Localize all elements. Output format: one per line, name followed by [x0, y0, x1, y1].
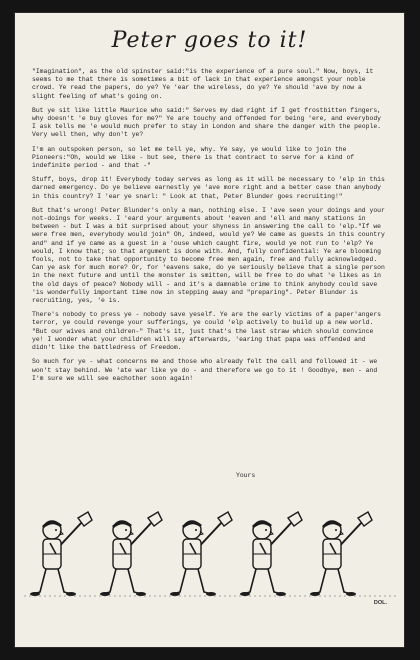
- paragraph: "Imagination", as the old spinster said:"is the experience of a pure soul." Now, boys, it seems to me that there is sometimes a bit of lack in that experience amongst your noble crowd. Ye read the papers, do ye? Ye 'ear the wireless, do ye? Ye should 'ave by now a slight feeling of what's going on.: [32, 68, 378, 100]
- paragraph: I'm an outspoken person, so let me tell ye, why. Ye say, ye would like to join the Pioneers:"Oh, would we like - but see, there is that contract to serve for a kind of indefinite period - and that -": [32, 145, 358, 170]
- pioneer-figure: [310, 512, 372, 596]
- paragraph: Stuff, boys, drop it! Everybody today serves as long as it will be necessary to 'elp in this darned emergency. Do ye believe earnestly ye 'ave more right and a better case than anybody in this country? I 'ear ye snarl: " Look at that, Peter Blunder goes recruiting!": [32, 176, 389, 200]
- letter-body: [32, 68, 388, 389]
- pioneer-figure: [100, 512, 162, 596]
- document-page: [14, 12, 405, 648]
- paragraph: There's nobody to press ye - nobody save yeself. Ye are the early victims of a paper'angers terror, ye could revenge your sufferings, ye could 'elp actively to build up a new world. "But our wives and children-" That's it, just that's the last straw which should convince ye! I wonder what your children will say afterwards, 'earing that papa was offended and didn't like the battledress of Freedom.: [32, 311, 385, 352]
- paragraph: So much for ye - what concerns me and those who already felt the call and followed it - we won't stay behind. We 'ate war like ye do - and therefore we go to it ! Goodbye, men - and I'm sure we will see eachother soon again!: [32, 358, 381, 382]
- pioneer-figure: [240, 512, 302, 596]
- marching-pioneers-illustration: [24, 502, 396, 612]
- artist-initials: DOL.: [373, 600, 387, 606]
- paragraph: But ye sit like little Maurice who said:" Serves my dad right if I get frostbitten fingers, why doesn't 'e buy gloves for me?" Ye are touchy and offended for being 'ere, and everybody I ask tells me 'e would much prefer to stay in London and share the danger with the people. Very well then, why don't ye?: [32, 106, 385, 139]
- paragraph: But that's wrong! Peter Blunder's only a man, nothing else. I 'ave seen your doings and your not-doings for weeks. I 'eard your arguments about 'eaven and 'ell and many stations in between - but I was a bit surprised about your shyness in answering the call to 'elp."If we were free men, everybody would join" Oh, indeed, would ye? We came as guests in this country and" and if ye came as a guest in a 'ouse which caught fire, would ye not run to 'elp? Ye would, I know that; so that argument is done with. And, fully confidential: Ye are blooming fools, not to take that opportunity to become free men again, free and fully acknowledged. Can ye ask for much more? Or, for 'eavens sake, do ye seriously believe that a single person in the next future and until the monster is smitten, will be free to do what 'e likes as in the old days of peace? Nobody will - and it's a damnable crime to think anybody could save 'is wonderfully important time now in stepping away and "preparing". Peter Blunder is recruiting, yes, 'e is.: [32, 206, 389, 305]
- signoff: Yours: [236, 472, 256, 479]
- pioneer-figure: [170, 512, 232, 596]
- page-title: Peter goes to it!: [111, 28, 308, 53]
- pioneer-figure: [30, 512, 92, 596]
